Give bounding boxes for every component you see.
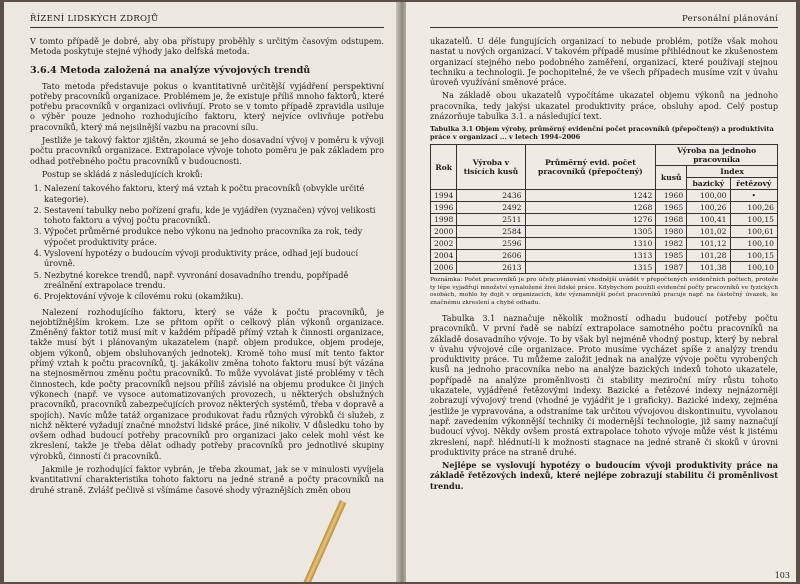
table-cell: 101,28 — [687, 250, 730, 262]
intro-paragraph: V tomto případě je dobré, aby oba přístupy proběhly s určitým časovým odstupem. Metoda poskytuje stejné výhody jako delfská metoda. — [30, 36, 384, 57]
table-cell: 1985 — [656, 250, 687, 262]
table-row — [431, 214, 778, 226]
table-cell: 2436 — [457, 190, 525, 202]
table-cell: • — [730, 190, 777, 202]
table-row — [431, 238, 778, 250]
section-title: 3.6.4 Metoda založená na analýze vývojových trendů — [30, 64, 311, 76]
table-caption: Tabulka 3.1 Objem výroby, průměrný evidenční počet pracovníků (přepočtený) a produktivita práce v organizaci ... v letech 1994–2006 — [430, 125, 774, 142]
col-header-index: Index — [687, 166, 778, 178]
table-cell: 2606 — [457, 250, 525, 262]
table-cell: 1305 — [525, 226, 656, 238]
table-cell: 1968 — [656, 214, 687, 226]
table-cell: 100,26 — [687, 202, 730, 214]
table-cell: 100,26 — [730, 202, 777, 214]
table-row — [431, 190, 778, 202]
table-row — [431, 202, 778, 214]
running-header-left: ŘÍZENÍ LIDSKÝCH ZDROJŮ — [30, 14, 384, 28]
table-row — [431, 262, 778, 274]
paragraph: Jakmile je rozhodující faktor vybrán, je třeba zkoumat, jak se v minulosti vyvíjela kvantitativní charakteristika tohoto faktoru na jedné straně a počty pracovníků na druhé straně. Zvlášť pečlivě si všímáme časové shody výraznějších změn obou — [30, 463, 384, 495]
paragraph: Nalezení rozhodujícího faktoru, který se váže k počtu pracovníků, je nejobtížnějším krokem. Lze se přitom opřít o celkový plán výkonů organizace. Změněný faktor totiž musí mít v každém případě přímý vztah k činnosti organizace, takže musí být i plánovaným ukazatelem (např. objem produkce, objem prodeje, objem výkonů, objem obsluhovaných jednotek). Kromě toho musí mít tento faktor přímý vztah k počtu pracovníků, tj. jakákoliv změna tohoto faktoru musí být vázána na stejnosměrnou změnu počtu pracovníků. To může vyvolávat jisté problémy v těch činnostech, kde počty pracovníků nejsou příliš závislé na objemu produkce či jiných výkonech (např. ve vysoce automatizovaných provozech, u některých obslužných pracovníků, pracovníků zabezpečujících provoz některých systémů, třeba v dopravě a spojích). Navíc může tatáž organizace produkovat řadu různých výrobků či služeb, z nichž některé vyžadují značné množství lidské práce, jiné nikoliv. V důsledku toho by ovšem odhad budoucí potřeby pracovníků pro organizaci jako celek mohl vést ke zkreslení, takže je třeba dělat odhady potřeby pracovníků pro jednotlivé skupiny výrobků, činností či pracovníků. — [30, 306, 384, 461]
table-cell: 100,10 — [730, 262, 777, 274]
table-cell: 2004 — [431, 250, 457, 262]
list-item: 3. Výpočet průměrné produkce nebo výkonu na jednoho pracovníka za rok, tedy výpočet produktivity práce. — [44, 226, 384, 247]
table-cell: 100,41 — [687, 214, 730, 226]
table-cell: 101,38 — [687, 262, 730, 274]
table-row — [431, 226, 778, 238]
running-header-right: Personální plánování — [430, 14, 778, 28]
paragraph: Nejlépe se vyslovují hypotézy o budoucím vývoji produktivity práce na základě řetězových indexů, které nejlépe zobrazují stabilitu či proměnlivost trendu. — [430, 460, 778, 491]
table-cell: 100,00 — [687, 190, 730, 202]
table-cell: 1315 — [525, 262, 656, 274]
table-cell: 2492 — [457, 202, 525, 214]
table-cell: 1268 — [525, 202, 656, 214]
paragraph: Na základě obou ukazatelů vypočítáme ukazatel objemu výkonů na jednoho pracovníka, tedy jakýsi ukazatel produktivity práce, obsluhy apod. Celý postup znázorňuje tabulka 3.1. a následující text. — [430, 90, 778, 122]
table-cell: 100,10 — [730, 238, 777, 250]
paragraph: ukazatelů. U déle fungujících organizací to nebude problém, potíže však mohou nastat u nových organizací. V takovém případě musíme přihlédnout ke zkušenostem organizací stejného nebo podobného zaměření, organizací, které používají stejnou techniku a technologii. Je pochopitelné, že ve všech případech musíme vzít v úvahu úroveň využívání směnové práce. — [430, 36, 778, 88]
table-cell: 1994 — [431, 190, 457, 202]
list-item: 5. Nezbytné korekce trendů, např. vyvronání dosavadního trendu, popřípadě zreálnění extrapolace trendu. — [44, 270, 384, 291]
table-cell: 2000 — [431, 226, 457, 238]
paragraph: Jestliže je takový faktor zjištěn, zkoumá se jeho dosavadní vývoj v poměru k vývoji počtu pracovníků organizace. Extrapolace vývoje tohoto poměru je pak základem pro odhad potřebného počtu pracovníků v budoucnosti. — [30, 135, 384, 166]
table-note: Poznámka: Počet pracovníků je pro účely plánování vhodnější uvádět v přepočtených evidenčních počtech, protože ty lépe vyjadřují množství vynaložené živé lidské práce. Kdybychom použili evidenční počty pracovníků ve fyzických osobách, mohlo by dojít v organizacích, kde významnější počet pracovníků pracuje např. na částečný úvazek, ke značnému zkreslení a chybě odhadu. — [430, 277, 778, 306]
table-cell: 2511 — [457, 214, 525, 226]
table-cell: 1998 — [431, 214, 457, 226]
table-cell: 1313 — [525, 250, 656, 262]
table-cell: 2002 — [431, 238, 457, 250]
list-item: 1. Nalezení takového faktoru, který má vztah k počtu pracovníků (obvykle určité kategorie). — [44, 183, 384, 204]
table-cell: 100,61 — [730, 226, 777, 238]
col-header-kusu: kusů — [656, 166, 687, 190]
table-cell: 1980 — [656, 226, 687, 238]
table-cell: 2596 — [457, 238, 525, 250]
table-cell: 1982 — [656, 238, 687, 250]
table-cell: 2584 — [457, 226, 525, 238]
table-cell: 1310 — [525, 238, 656, 250]
table-cell: 2613 — [457, 262, 525, 274]
steps-list — [30, 183, 384, 301]
table-row — [431, 250, 778, 262]
paragraph: Tato metoda představuje pokus o kvantitativně určitější vyjádření perspektivní potřeby pracovníků organizace. Problémem je, že existuje příliš mnoho faktorů, které potřebu pracovníků v organizaci ovlivňují. Proto se v tomto případě zpravidla usiluje o výběr pouze jednoho rozhodujícího faktoru, který nejvíce ovlivňuje potřebu pracovníků, který má nejsilnější vazbu na pracovní sílu. — [30, 80, 384, 132]
col-header-retezovy: řetězový — [730, 178, 777, 190]
table-cell: 1242 — [525, 190, 656, 202]
table-cell: 1965 — [656, 202, 687, 214]
table-cell: 1960 — [656, 190, 687, 202]
table-cell: 100,15 — [730, 250, 777, 262]
col-header-na-jednoho: Výroba na jednoho pracovníka — [656, 145, 778, 166]
col-header-pocet: Průměrný evid. počet pracovníků (přepočtený) — [525, 145, 656, 190]
list-item: 4. Vyslovení hypotézy o budoucím vývoji produktivity práce, odhad její budoucí úrovně. — [44, 248, 384, 269]
paragraph: Tabulka 3.1 naznačuje několik možností odhadu budoucí potřeby počtu pracovníků. V první řadě se nabízí extrapolace samotného počtu pracovníků na základě dosavadního vývoje. To by však byl nejméně vhodný postup, který by nebral v úvahu vývojové cíle organizace. Proto musíme vycházet spíše z analýzy trendu produktivity práce. Tu můžeme založit jednak na analýze vývoje počtu vyrobených kusů na jednoho pracovníka nebo na analýze bazických indexů tohoto ukazatele, popřípadě na analýze proměnlivosti či stability meziroční míry růstu tohoto ukazatele, vyjádřené řetězovými indexy. Bazické a řetězové indexy nejnázorněji zobrazují vývojový trend (vhodné je vyjádřit je i graficky). Bazické indexy, zejména jestliže je vypravována, a odstraníme tak určitou vývojovou diskontinuitu, vyvolanou např. zavedením výkonnější techniky či modernější technologie, již samy naznačují budoucí vývoj. Někdy ovšem prostá extrapolace tohoto vývoje může vést k jistému zkreslení, např. hlédnutí-li k možnosti stagnace na jedné straně či skoků v úrovni produktivity práce na straně druhé. — [430, 313, 778, 457]
page-number: 103 — [774, 571, 790, 580]
col-header-bazicky: bazický — [687, 178, 730, 190]
col-header-rok: Rok — [431, 145, 457, 190]
table-cell: 101,12 — [687, 238, 730, 250]
data-table — [430, 144, 778, 274]
table-cell: 2006 — [431, 262, 457, 274]
left-page — [4, 2, 400, 582]
bookmark-ribbon — [299, 500, 346, 582]
paragraph: Postup se skládá z následujících kroků: — [42, 168, 203, 179]
table-cell: 1276 — [525, 214, 656, 226]
list-item: 2. Sestavení tabulky nebo pořízení grafu, kde je vyjádřen (vyznačen) vývoj velikosti tohoto faktoru a vývoj počtu pracovníků. — [44, 205, 384, 226]
table-cell: 100,15 — [730, 214, 777, 226]
table-cell: 101,02 — [687, 226, 730, 238]
open-book — [4, 2, 796, 582]
list-item: 6. Projektování vývoje k cílovému roku (okamžiku). — [44, 291, 384, 301]
right-page — [406, 2, 796, 582]
table-cell: 1996 — [431, 202, 457, 214]
table-cell: 1987 — [656, 262, 687, 274]
col-header-vyroba: Výroba v tisících kusů — [457, 145, 525, 190]
